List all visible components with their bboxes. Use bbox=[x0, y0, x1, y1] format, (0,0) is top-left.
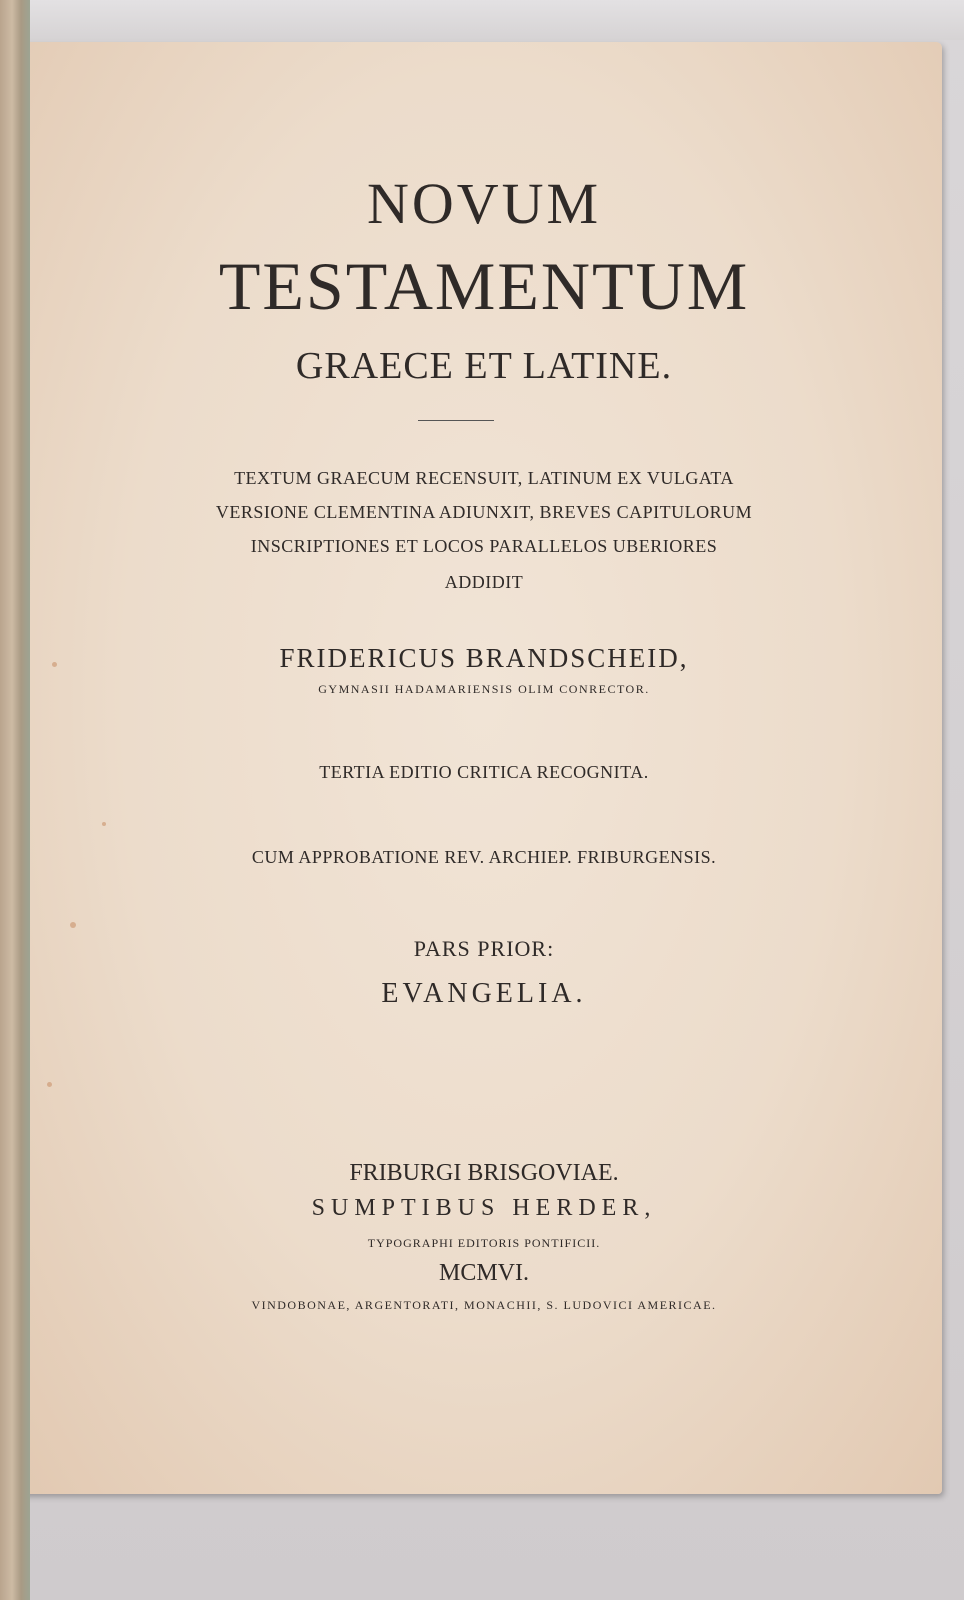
publisher: SUMPTIBUS HERDER, bbox=[311, 1195, 657, 1221]
description-line: ADDIDIT bbox=[444, 572, 524, 592]
description-line: VERSIONE CLEMENTINA ADIUNXIT, BREVES CAPITULORUM bbox=[215, 502, 753, 522]
title-line-2: TESTAMENTUM bbox=[218, 248, 750, 324]
approbation: CUM APPROBATIONE REV. ARCHIEP. FRIBURGENSIS. bbox=[251, 847, 717, 867]
branch-cities: VINDOBONAE, ARGENTORATI, MONACHII, S. LUDOVICI AMERICAE. bbox=[251, 1298, 717, 1312]
publication-year: MCMVI. bbox=[438, 1260, 529, 1286]
title-line-1: NOVUM bbox=[366, 171, 602, 236]
publisher-title: TYPOGRAPHI EDITORIS PONTIFICII. bbox=[367, 1236, 601, 1250]
description-line: TEXTUM GRAECUM RECENSUIT, LATINUM EX VULGATA bbox=[234, 468, 734, 488]
edition: TERTIA EDITIO CRITICA RECOGNITA. bbox=[319, 762, 649, 782]
foxing-spot bbox=[70, 922, 76, 928]
foxing-spot bbox=[102, 822, 106, 826]
subtitle: GRAECE ET LATINE. bbox=[295, 345, 673, 387]
author-name: FRIDERICUS BRANDSCHEID, bbox=[279, 643, 689, 673]
background-surface bbox=[0, 0, 964, 40]
book-page bbox=[22, 42, 942, 1494]
publication-place: FRIBURGI BRISGOVIAE. bbox=[349, 1160, 619, 1186]
part-label: PARS PRIOR: bbox=[413, 936, 555, 961]
author-title: GYMNASII HADAMARIENSIS OLIM CONRECTOR. bbox=[318, 682, 650, 696]
foxing-spot bbox=[47, 1082, 52, 1087]
part-title: EVANGELIA. bbox=[381, 978, 587, 1009]
description-line: INSCRIPTIONES ET LOCOS PARALLELOS UBERIORES bbox=[250, 536, 718, 556]
divider-rule bbox=[418, 420, 494, 421]
book-binding bbox=[0, 0, 30, 1600]
